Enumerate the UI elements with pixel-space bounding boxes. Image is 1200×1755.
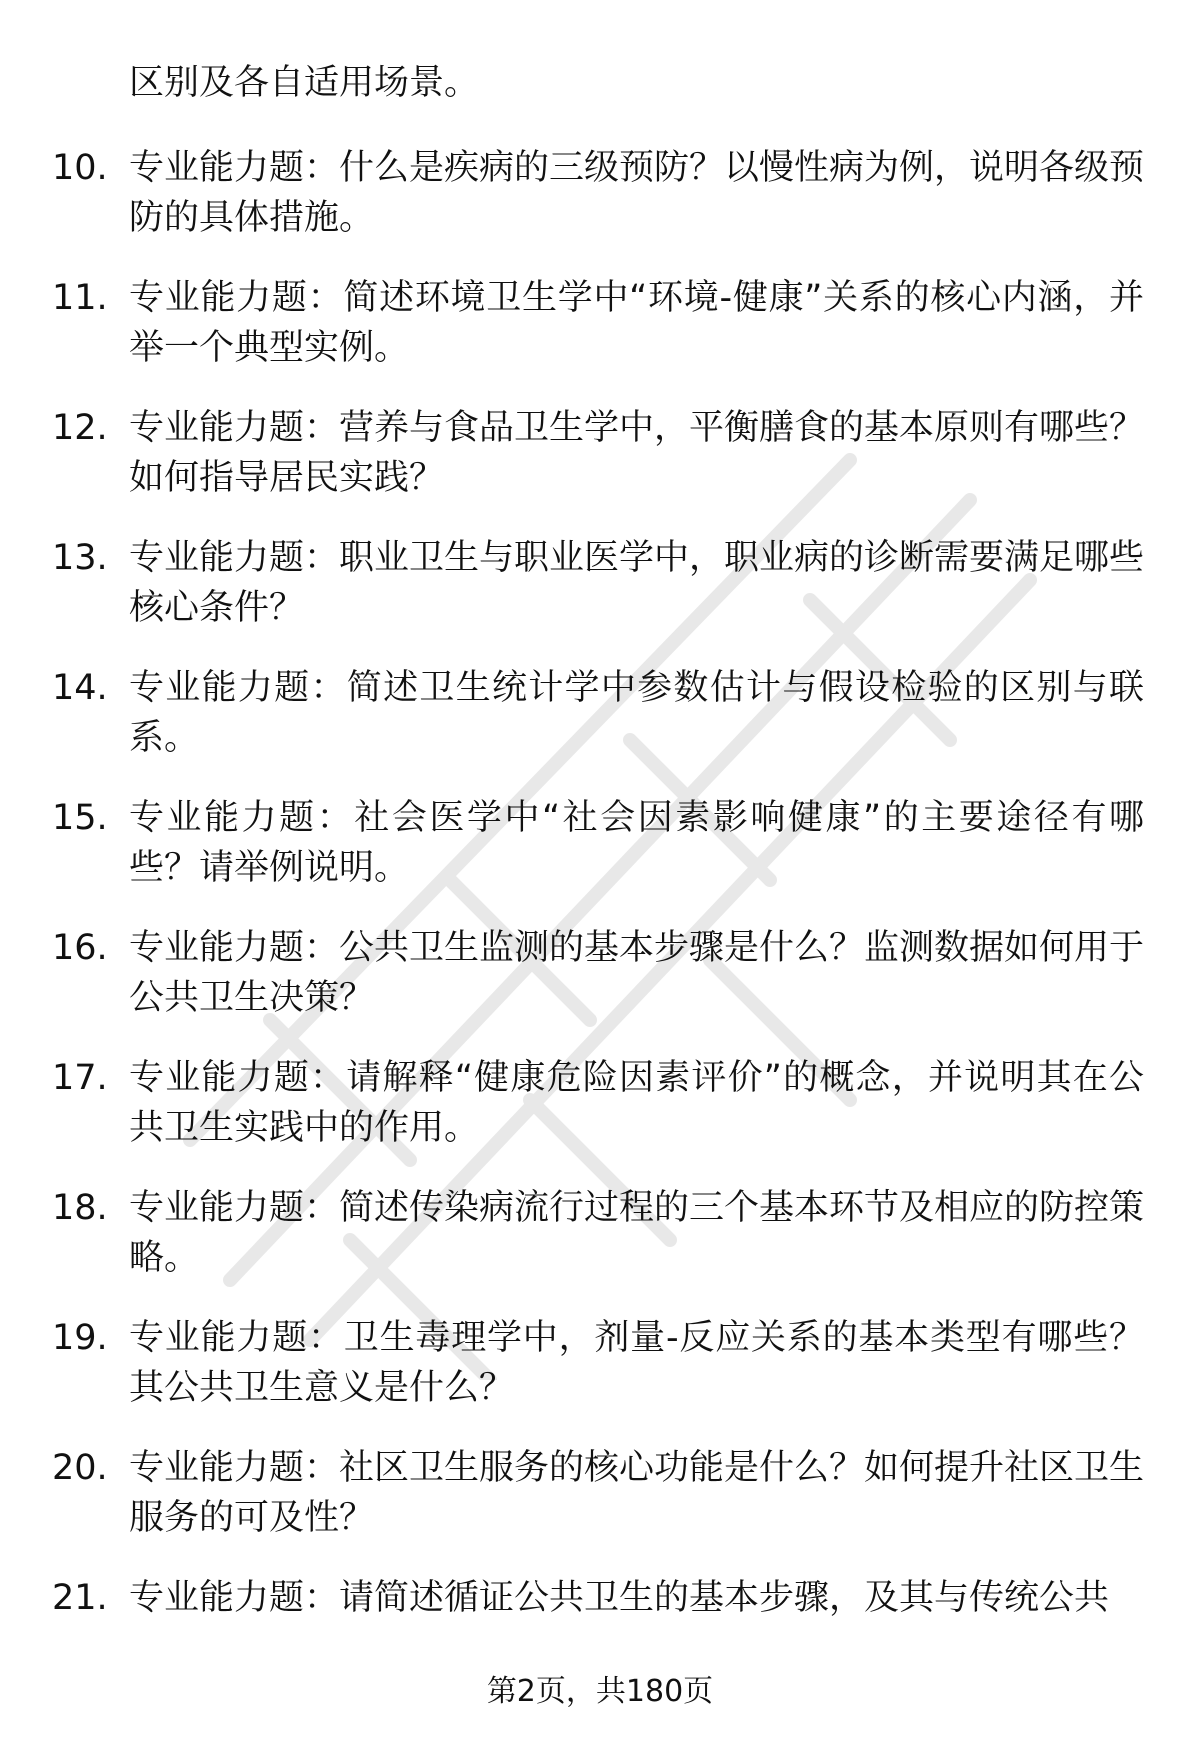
question-number: 17. [52, 1058, 108, 1098]
question-text: 专业能力题：职业卫生与职业医学中，职业病的诊断需要满足哪些核心条件？ [129, 538, 1145, 628]
question-text: 专业能力题：简述环境卫生学中“环境-健康”关系的核心内涵，并举一个典型实例。 [129, 278, 1144, 368]
question-item [0, 527, 1200, 657]
question-item [0, 1437, 1200, 1567]
question-number: 21. [52, 1578, 108, 1618]
question-number: 13. [52, 538, 108, 578]
question-item [0, 1047, 1200, 1177]
question-item [0, 137, 1200, 267]
question-item [0, 1307, 1200, 1437]
question-text: 专业能力题：请简述循证公共卫生的基本步骤，及其与传统公共 [129, 1578, 1110, 1618]
question-text: 专业能力题：社区卫生服务的核心功能是什么？如何提升社区卫生服务的可及性？ [129, 1448, 1145, 1538]
continuation-text: 区别及各自适用场景。 [129, 63, 480, 103]
question-number: 20. [52, 1448, 108, 1488]
question-text: 专业能力题：简述卫生统计学中参数估计与假设检验的区别与联系。 [129, 668, 1144, 758]
question-item [0, 787, 1200, 917]
question-number: 16. [52, 928, 108, 968]
question-number: 14. [52, 668, 108, 708]
question-item [0, 267, 1200, 397]
question-text: 专业能力题：请解释“健康危险因素评价”的概念，并说明其在公共卫生实践中的作用。 [129, 1058, 1144, 1148]
question-number: 10. [52, 148, 108, 188]
question-text: 专业能力题：简述传染病流行过程的三个基本环节及相应的防控策略。 [129, 1188, 1145, 1278]
question-text: 专业能力题：什么是疾病的三级预防？以慢性病为例，说明各级预防的具体措施。 [129, 148, 1145, 238]
question-item [0, 1177, 1200, 1307]
question-number: 12. [52, 408, 108, 448]
question-number: 15. [52, 798, 108, 838]
question-number: 19. [52, 1318, 108, 1358]
question-item [0, 397, 1200, 527]
page-footer: 第2页，共180页 [486, 1674, 714, 1709]
question-list [0, 137, 1200, 1697]
question-text: 专业能力题：社会医学中“社会因素影响健康”的主要途径有哪些？请举例说明。 [129, 798, 1144, 888]
question-text: 专业能力题：卫生毒理学中，剂量-反应关系的基本类型有哪些？其公共卫生意义是什么？ [129, 1318, 1144, 1408]
question-item [0, 917, 1200, 1047]
question-item [0, 657, 1200, 787]
question-number: 18. [52, 1188, 108, 1228]
question-text: 专业能力题：营养与食品卫生学中，平衡膳食的基本原则有哪些？如何指导居民实践？ [129, 408, 1145, 498]
question-text: 专业能力题：公共卫生监测的基本步骤是什么？监测数据如何用于公共卫生决策？ [129, 928, 1145, 1018]
question-number: 11. [52, 278, 108, 318]
